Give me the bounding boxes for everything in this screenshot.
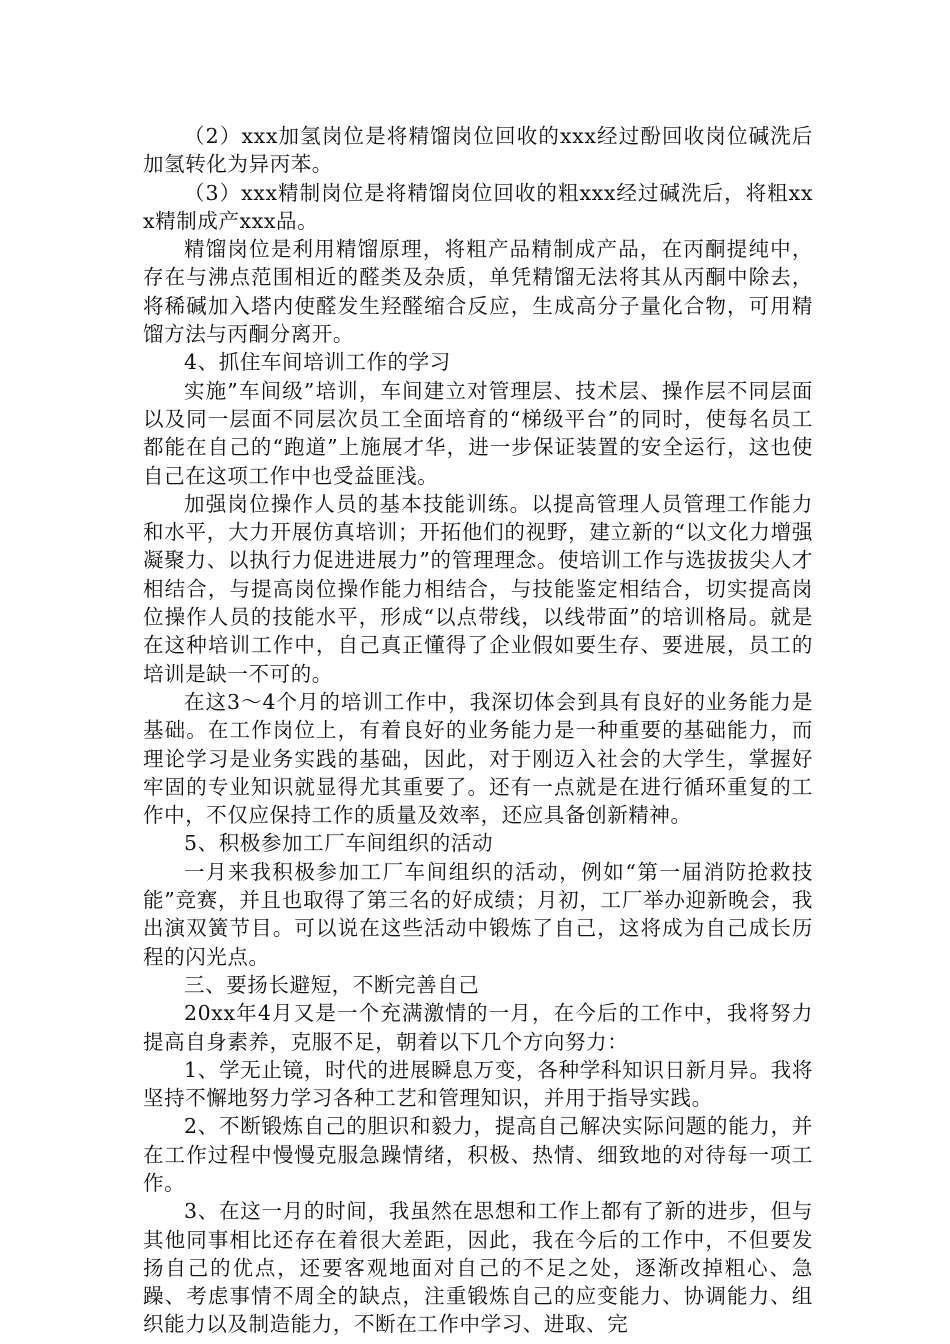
paragraph-workshop-level-training: 实施”车间级”培训，车间建立对管理层、技术层、操作层不同层面以及同一层面不同层次员工全面培育的“梯级平台”的同时，使每名员工都能在自己的“跑道”上施展才华，进一步保证装置的安全运行，这也使自己在这项工作中也受益匪浅。 xyxy=(143,378,813,488)
paragraph-distillation-post: 精馏岗位是利用精馏原理，将粗产品精制成产品，在丙酮提纯中，存在与沸点范围相近的醛类及杂质，单凭精馏无法将其从丙酮中除去，将稀碱加入塔内使醛发生羟醛缩合反应，生成高分子量化合物，可用精馏方法与丙酮分离开。 xyxy=(143,237,813,347)
heading-factory-activities: 5、积极参加工厂车间组织的活动 xyxy=(184,831,494,856)
heading-self-improvement: 三、要扬长避短，不断完善自己 xyxy=(184,972,480,997)
paragraph-training-reflection: 在这3～4个月的培训工作中，我深切体会到具有良好的业务能力是基础。在工作岗位上，有着良好的业务能力是一种重要的基础能力，而理论学习是业务实践的基础，因此，对于刚迈入社会的大学生，掌握好牢固的专业知识就显得尤其重要了。还有一点就是在进行循环重复的工作中，不仅应保持工作的质量及效率，还应具备创新精神。 xyxy=(143,689,813,828)
paragraph-goal-3: 3、在这一月的时间，我虽然在思想和工作上都有了新的进步，但与其他同事相比还存在着很大差距，因此，我在今后的工作中，不但要发扬自己的优点，还要客观地面对自己的不足之处，逐渐改掉粗心、急躁、考虑事情不周全的缺点，注重锻炼自己的应变能力、协调能力、组织能力以及制造能力，不断在工作中学习、进取、完 xyxy=(143,1199,813,1337)
paragraph-skill-training: 加强岗位操作人员的基本技能训练。以提高管理人员管理工作能力和水平，大力开展仿真培训；开拓他们的视野，建立新的“以文化力增强凝聚力、以执行力促进进展力”的管理理念。使培训工作与选拔拔尖人才相结合，与提高岗位操作能力相结合，与技能鉴定相结合，切实提高岗位操作人员的技能水平，形成“以点带线，以线带面”的培训格局。就是在这种培训工作中，自己真正懂得了企业假如要生存、要进展，员工的培训是缺一不可的。 xyxy=(143,491,813,686)
paragraph-april-plan: 20xx年4月又是一个充满激情的一月，在今后的工作中，我将努力提高自身素养，克服不足，朝着以下几个方向努力： xyxy=(143,1001,813,1054)
paragraph-activities: 一月来我积极参加工厂车间组织的活动，例如“第一届消防抢救技能”竞赛，并且也取得了第三名的好成绩；月初，工厂举办迎新晚会，我出演双簧节目。可以说在这些活动中锻炼了自己，这将成为自己成长历程的闪光点。 xyxy=(143,859,813,969)
paragraph-goal-1: 1、学无止镜，时代的进展瞬息万变，各种学科知识日新月异。我将坚持不懈地努力学习各种工艺和管理知识，并用于指导实践。 xyxy=(143,1057,813,1111)
paragraph-2-hydrogenation: （2）xxx加氢岗位是将精馏岗位回收的xxx经过酚回收岗位碱洗后加氢转化为异丙苯。 xyxy=(143,124,813,177)
document-body xyxy=(143,122,813,1339)
heading-workshop-training: 4、抓住车间培训工作的学习 xyxy=(184,350,451,375)
paragraph-goal-2: 2、不断锻炼自己的胆识和毅力，提高自己解决实际问题的能力，并在工作过程中慢慢克服急躁情绪，积极、热情、细致地的对待每一项工作。 xyxy=(143,1114,813,1195)
paragraph-3-refining: （3）xxx精制岗位是将精馏岗位回收的粗xxx经过碱洗后，将粗xxx精制成产xxx品。 xyxy=(143,180,813,233)
